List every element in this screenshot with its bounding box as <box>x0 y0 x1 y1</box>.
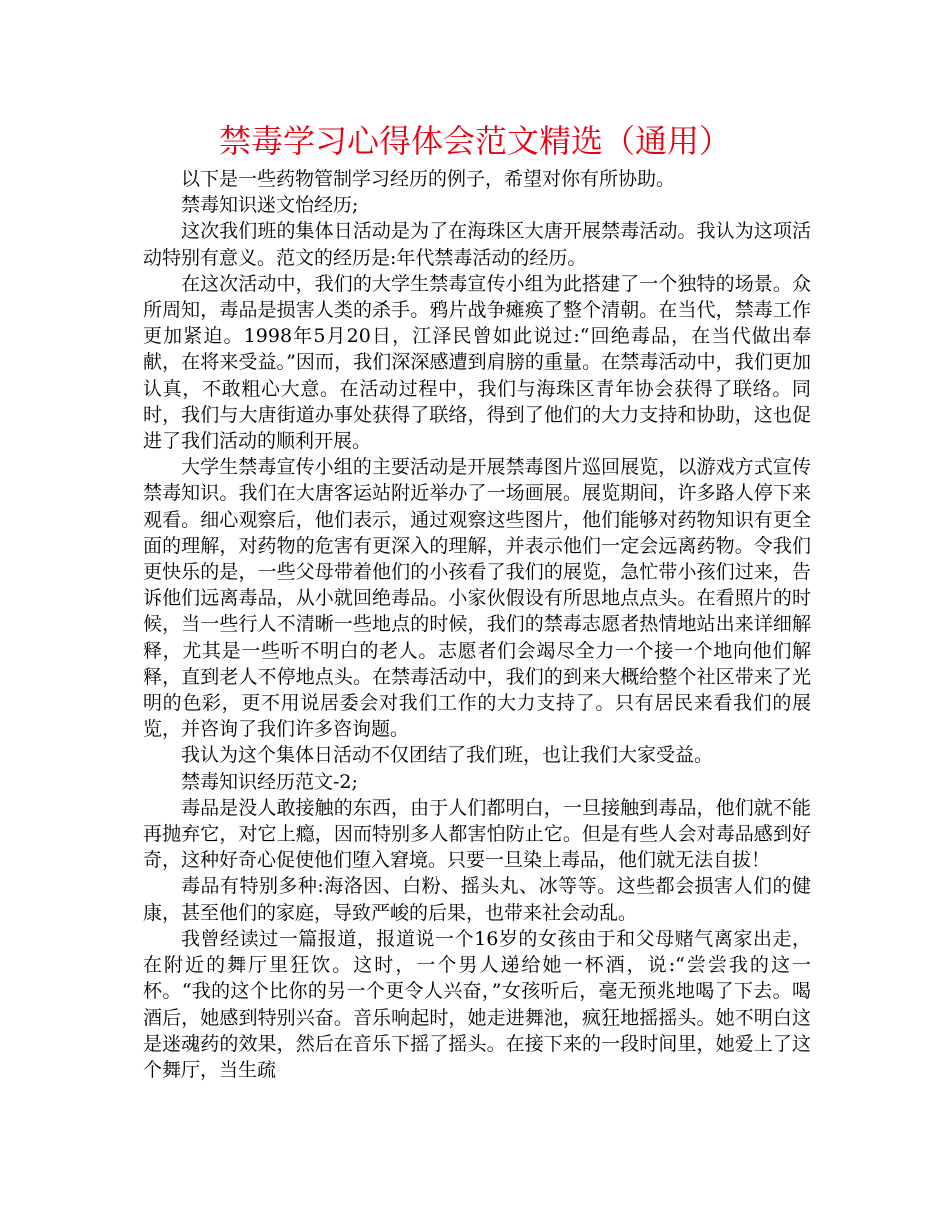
paragraph-heading-2: 禁毒知识经历范文-2; <box>181 770 358 793</box>
paragraph: 毒品是没人敢接触的东西，由于人们都明白，一旦接触到毒品，他们就不能再抛弃它，对它上瘾，因而特别多人都害怕防止它。但是有些人会对毒品感到好奇，这种好奇心促使他们堕入窘境。只要一旦染上毒品，他们就无法自拔！ <box>143 796 811 872</box>
paragraph: 毒品有特别多种:海洛因、白粉、摇头丸、冰等等。这些都会损害人们的健康，甚至他们的家庭，导致严峻的后果，也带来社会动乱。 <box>143 875 811 924</box>
paragraph: 我认为这个集体日活动不仅团结了我们班，也让我们大家受益。 <box>181 744 714 767</box>
paragraph: 大学生禁毒宣传小组的主要活动是开展禁毒图片巡回展览，以游戏方式宣传禁毒知识。我们在大唐客运站附近举办了一场画展。展览期间，许多路人停下来观看。细心观察后，他们表示，通过观察这些图片，他们能够对药物知识有更全面的理解，对药物的危害有更深入的理解，并表示他们一定会远离药物。令我们更快乐的是，一些父母带着他们的小孩看了我们的展览，急忙带小孩们过来，告诉他们远离毒品，从小就回绝毒品。小家伙假设有所思地点点头。在看照片的时候，当一些行人不清晰一些地点的时候，我们的禁毒志愿者热情地站出来详细解释，尤其是一些听不明白的老人。志愿者们会竭尽全力一个接一个地向他们解释，直到老人不停地点头。在禁毒活动中，我们的到来大概给整个社区带来了光明的色彩，更不用说居委会对我们工作的大力支持了。只有居民来看我们的展览，并咨询了我们许多咨询题。 <box>143 456 811 741</box>
paragraph-intro: 以下是一些药物管制学习经历的例子，希望对你有所协助。 <box>181 168 676 190</box>
document-title: 禁毒学习心得体会范文精选（通用） <box>218 122 731 160</box>
paragraph: 这次我们班的集体日活动是为了在海珠区大唐开展禁毒活动。我认为这项活动特别有意义。范文的经历是:年代禁毒活动的经历。 <box>143 220 811 269</box>
paragraph: 在这次活动中，我们的大学生禁毒宣传小组为此搭建了一个独特的场景。众所周知，毒品是损害人类的杀手。鸦片战争瘫痪了整个清朝。在当代，禁毒工作更加紧迫。1998年5月20日，江泽民曾如此说过:“回绝毒品，在当代做出奉献，在将来受益。”因而，我们深深感遭到肩膀的重量。在禁毒活动中，我们更加认真，不敢粗心大意。在活动过程中，我们与海珠区青年协会获得了联络。同时，我们与大唐街道办事处获得了联络，得到了他们的大力支持和协助，这也促进了我们活动的顺利开展。 <box>143 272 811 453</box>
paragraph: 我曾经读过一篇报道，报道说一个16岁的女孩由于和父母赌气离家出走，在附近的舞厅里狂饮。这时，一个男人递给她一杯酒，说:“尝尝我的这一杯。“我的这个比你的另一个更令人兴奋，”女孩听后，毫无预兆地喝了下去。喝酒后，她感到特别兴奋。音乐响起时，她走进舞池，疯狂地摇摇头。她不明白这是迷魂药的效果，然后在音乐下摇了摇头。在接下来的一段时间里，她爱上了这个舞厅，当生疏 <box>143 927 811 1081</box>
paragraph-heading-1: 禁毒知识迷文怡经历; <box>181 194 359 217</box>
document-body <box>143 166 811 1083</box>
